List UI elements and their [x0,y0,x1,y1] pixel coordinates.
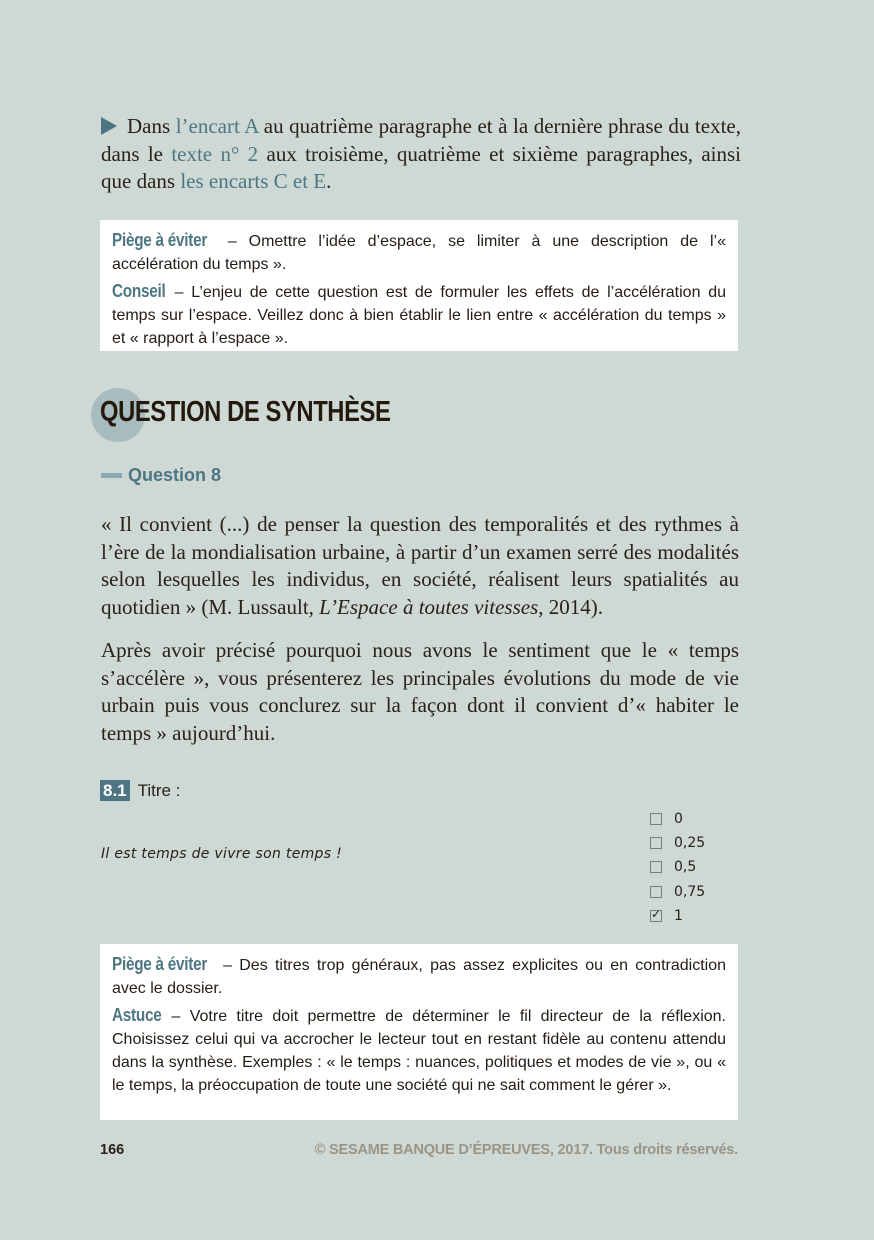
score-option[interactable] [650,855,705,879]
conseil-label: Conseil [112,281,166,301]
question-quote [101,511,739,621]
quote-end: , 2014). [538,594,604,619]
reference-encarts-c-e: les encarts C et E [180,169,327,193]
handwritten-answer: Il est temps de vivre son temps ! [101,846,342,862]
dash-icon [101,473,122,478]
intro-paragraph [101,113,741,196]
score-label: 0,5 [674,859,697,876]
score-label: 0,75 [674,883,706,900]
checkbox-checked-icon[interactable] [650,910,662,922]
subquestion-number: 8.1 [100,780,130,801]
triangle-right-icon [101,117,117,135]
checkbox-icon[interactable] [650,861,662,873]
score-option[interactable] [650,904,705,928]
checkbox-icon[interactable] [650,837,662,849]
piege-note [112,953,726,1000]
score-label: 0 [674,811,683,828]
quote-text: « Il convient (...) de penser la question des temporalités et des rythmes à l’ère de la mondialisation urbaine, à partir d’un examen serré des modalités selon lesquelles les individus, en société, réalisent leurs spatialités au quotidien » (M. Lussault, [101,512,739,619]
astuce-label: Astuce [112,1005,162,1025]
score-checklist [650,807,705,928]
piege-label: Piège à éviter [112,954,208,974]
page-number: 166 [100,1142,125,1158]
piege-label: Piège à éviter [112,230,208,250]
intro-text: au quatrième paragraphe et à la dernière phrase du texte, dans le [101,114,741,166]
astuce-note [112,1004,726,1097]
question-label-text: Question 8 [128,465,222,485]
intro-text: . [326,169,332,193]
copyright: © SESAME BANQUE D’ÉPREUVES, 2017. Tous droits réservés. [314,1142,738,1158]
score-option[interactable] [650,831,705,855]
checkbox-icon[interactable] [650,813,662,825]
score-label: 1 [674,907,683,924]
question-instruction: Après avoir précisé pourquoi nous avons le sentiment que le « temps s’accélère », vous présenterez les principales évolutions du mode de vie urbain puis vous conclurez sur la façon dont il convient d’« habiter le temps » aujourd’hui. [101,638,739,745]
page-footer [100,1142,738,1158]
section-title: QUESTION DE SYNTHÈSE [100,396,391,428]
astuce-text: – Votre titre doit permettre de déterminer le fil directeur de la réflexion. Choisissez celui qui va accrocher le lecteur tout en restant fidèle au contenu attendu dans la synthèse. Exemples : « le temps : nuances, politiques et modes de vie », ou « le temps, la préoccupation de toute une société qui ne sait comment le gérer ». [112,1008,726,1094]
tips-box-2 [100,944,738,1120]
reference-encart-a: l’encart A [175,114,259,138]
subquestion-label: Titre : [137,780,181,800]
checkbox-icon[interactable] [650,886,662,898]
score-label: 0,25 [674,835,706,852]
piege-note [112,229,726,276]
conseil-text: – L’enjeu de cette question est de formuler les effets de l’accélération du temps sur l’espace. Veillez donc à bien établir le lien entre « accélération du temps » et « rapport à l’espace ». [112,284,726,347]
question-label [101,465,221,486]
tips-box-1 [100,220,738,351]
intro-text: Dans [127,114,176,138]
piege-text: – Omettre l’idée d’espace, se limiter à une description de l’« accélération du temps ». [112,233,726,273]
score-option[interactable] [650,880,705,904]
intro-text: aux troisième, quatrième et sixième paragraphes, ainsi que dans [101,141,741,193]
quote-book-title: L’Espace à toutes vitesses [319,594,539,619]
score-option[interactable] [650,807,705,831]
subquestion-header [100,780,180,801]
piege-text: – Des titres trop généraux, pas assez explicites ou en contradiction avec le dossier. [112,957,726,997]
conseil-note [112,280,726,350]
reference-texte-2: texte n° 2 [171,141,259,166]
